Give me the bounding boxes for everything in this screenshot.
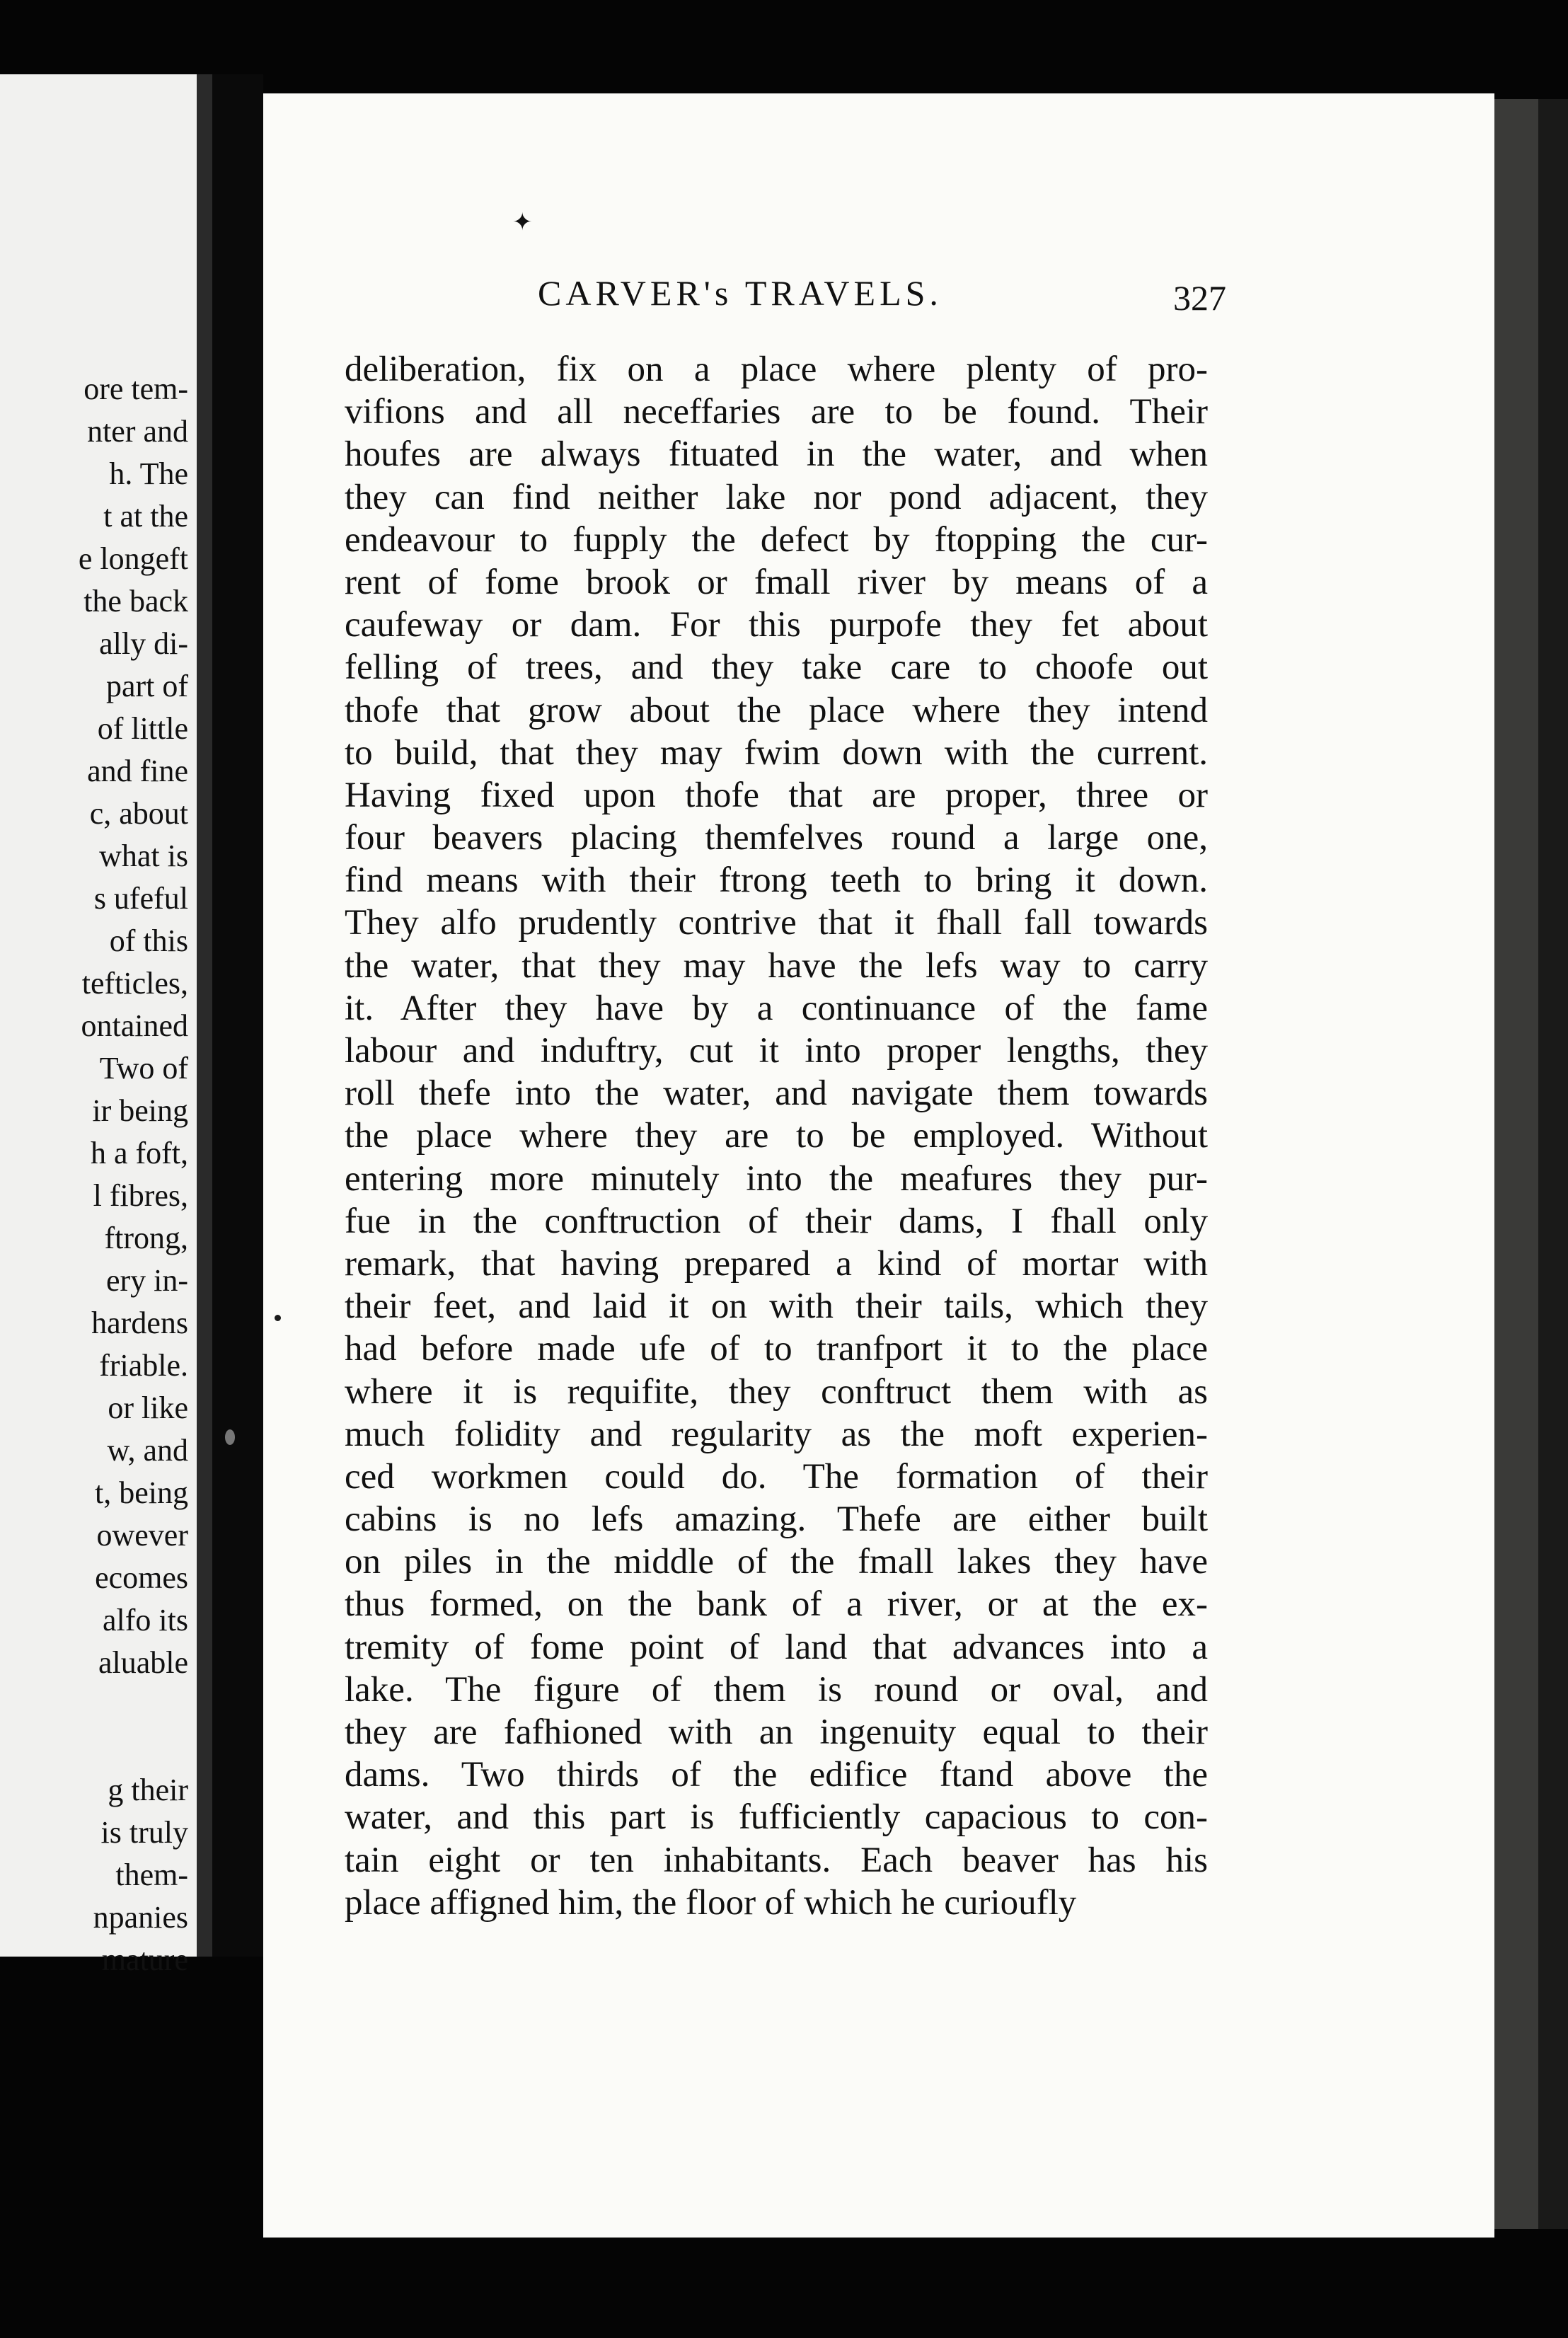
previous-page-line: t at the	[103, 499, 188, 534]
body-text-line: where it is requifite, they conftruct them with as	[345, 1371, 1208, 1412]
body-text-line: labour and induftry, cut it into proper lengths, they	[345, 1031, 1208, 1071]
previous-page-line: ir being	[92, 1093, 188, 1128]
previous-page-line: t, being	[95, 1475, 188, 1510]
previous-page-line: or like	[108, 1390, 188, 1425]
body-text-line: cabins is no lefs amazing. Thefe are either built	[345, 1499, 1208, 1540]
previous-page-line: h. The	[109, 456, 188, 491]
left-page-gutter-shadow	[197, 74, 212, 1957]
body-text-line: remark, that having prepared a kind of mortar with	[345, 1243, 1208, 1284]
previous-page-line: ally di-	[99, 626, 188, 661]
body-text-line: tain eight or ten inhabitants. Each beaver has his	[345, 1840, 1208, 1880]
body-text-line: deliberation, fix on a place where plenty of pro-	[345, 350, 1208, 389]
previous-page-line: w, and	[107, 1433, 188, 1468]
previous-page-line: alfo its	[103, 1603, 188, 1637]
body-text-line: they can find neither lake nor pond adjacent, they	[345, 477, 1208, 517]
body-text-line: the place where they are to be employed. Without	[345, 1116, 1208, 1156]
body-text-line: four beavers placing themfelves round a large one,	[345, 818, 1208, 858]
previous-page-line: Two of	[99, 1051, 188, 1086]
previous-page-line: ecomes	[95, 1560, 188, 1595]
body-text-line: had before made ufe of to tranfport it to the place	[345, 1329, 1208, 1369]
previous-page-line: tefticles,	[81, 966, 188, 1001]
body-text-line: much folidity and regularity as the moft experien-	[345, 1414, 1208, 1454]
previous-page-line: of this	[109, 923, 188, 958]
body-text-line: houfes are always fituated in the water, and when	[345, 434, 1208, 475]
body-text-line: entering more minutely into the meafures they pur-	[345, 1158, 1208, 1199]
previous-page-line: hardens	[91, 1306, 188, 1340]
body-text-line: thofe that grow about the place where they intend	[345, 690, 1208, 730]
body-text-line: tremity of fome point of land that advances into a	[345, 1627, 1208, 1667]
body-text-line: ced workmen could do. The formation of their	[345, 1456, 1208, 1497]
body-text-line: felling of trees, and they take care to choofe out	[345, 647, 1208, 688]
previous-page-line: ery in-	[105, 1263, 188, 1298]
previous-page-line: mature	[101, 1942, 188, 1977]
previous-page-line: ontained	[81, 1008, 188, 1043]
body-text-line: to build, that they may fwim down with the current.	[345, 732, 1208, 773]
previous-page-line: them-	[115, 1858, 188, 1892]
body-text-line: endeavour to fupply the defect by ftopping the cur-	[345, 519, 1208, 560]
previous-page-line: s ufeful	[93, 881, 188, 916]
previous-page-line: c, about	[89, 796, 188, 831]
body-text-line: They alfo prudently contrive that it fhall fall towards	[345, 903, 1208, 943]
page-edge-dark	[1538, 99, 1568, 2229]
page-number: 327	[1173, 278, 1226, 318]
body-text-line: on piles in the middle of the fmall lakes they have	[345, 1542, 1208, 1582]
previous-page-line: and fine	[87, 754, 188, 788]
page-body-text	[345, 348, 1208, 1924]
previous-page-line: nter and	[87, 414, 188, 449]
previous-page-line: friable.	[99, 1348, 188, 1383]
body-text-line: the water, that they may have the lefs way to carry	[345, 945, 1208, 986]
body-text-line: place affigned him, the floor of which he curioufly	[345, 1882, 1077, 1923]
previous-page-line: ore tem-	[83, 372, 188, 406]
previous-page-line: part of	[105, 669, 188, 703]
previous-page-line: npanies	[93, 1900, 188, 1935]
body-text-line: water, and this part is fufficiently capacious to con-	[345, 1797, 1208, 1838]
page-edge-shadow	[1494, 99, 1538, 2229]
body-text-line: their feet, and laid it on with their tails, which they	[345, 1286, 1208, 1327]
body-text-line: fue in the conftruction of their dams, I fhall only	[345, 1201, 1208, 1241]
body-text-line: roll thefe into the water, and navigate them towards	[345, 1073, 1208, 1114]
previous-page-line: owever	[96, 1518, 188, 1553]
previous-page-text	[0, 368, 188, 1981]
running-head: CARVER's TRAVELS.	[538, 273, 942, 313]
previous-page-line: of little	[97, 711, 188, 746]
body-text-line: dams. Two thirds of the edifice ftand above the	[345, 1755, 1208, 1795]
ink-speck	[275, 1315, 281, 1321]
ink-mark-icon: ✦	[512, 209, 533, 236]
body-text-line: lake. The figure of them is round or oval, and	[345, 1669, 1208, 1710]
previous-page-line: l fibres,	[93, 1178, 188, 1213]
previous-page-line: h a foft,	[90, 1136, 188, 1170]
body-text-line: thus formed, on the bank of a river, or at the ex-	[345, 1584, 1208, 1625]
previous-page-blank-line	[0, 1727, 188, 1769]
previous-page-blank-line	[0, 1684, 188, 1727]
body-text-line: caufeway or dam. For this purpofe they fet about	[345, 605, 1208, 645]
book-spine	[212, 74, 263, 1957]
previous-page-line: g their	[108, 1773, 188, 1807]
body-text-line: Having fixed upon thofe that are proper, three or	[345, 775, 1208, 815]
body-text-line: vifions and all neceffaries are to be found. Their	[345, 392, 1208, 432]
previous-page-line: what is	[99, 839, 188, 873]
previous-page-line: the back	[83, 584, 188, 618]
previous-page-line: aluable	[98, 1645, 188, 1680]
ink-speck	[225, 1429, 235, 1445]
previous-page-line: ftrong,	[104, 1221, 188, 1255]
body-text-line: find means with their ftrong teeth to bring it down.	[345, 860, 1208, 901]
body-text-line: they are fafhioned with an ingenuity equal to their	[345, 1712, 1208, 1752]
body-text-line: rent of fome brook or fmall river by means of a	[345, 562, 1208, 602]
previous-page-fragment	[0, 74, 212, 1977]
previous-page-line: e longeft	[78, 541, 188, 576]
previous-page-line: is truly	[100, 1815, 188, 1850]
body-text-line: it. After they have by a continuance of the fame	[345, 988, 1208, 1028]
